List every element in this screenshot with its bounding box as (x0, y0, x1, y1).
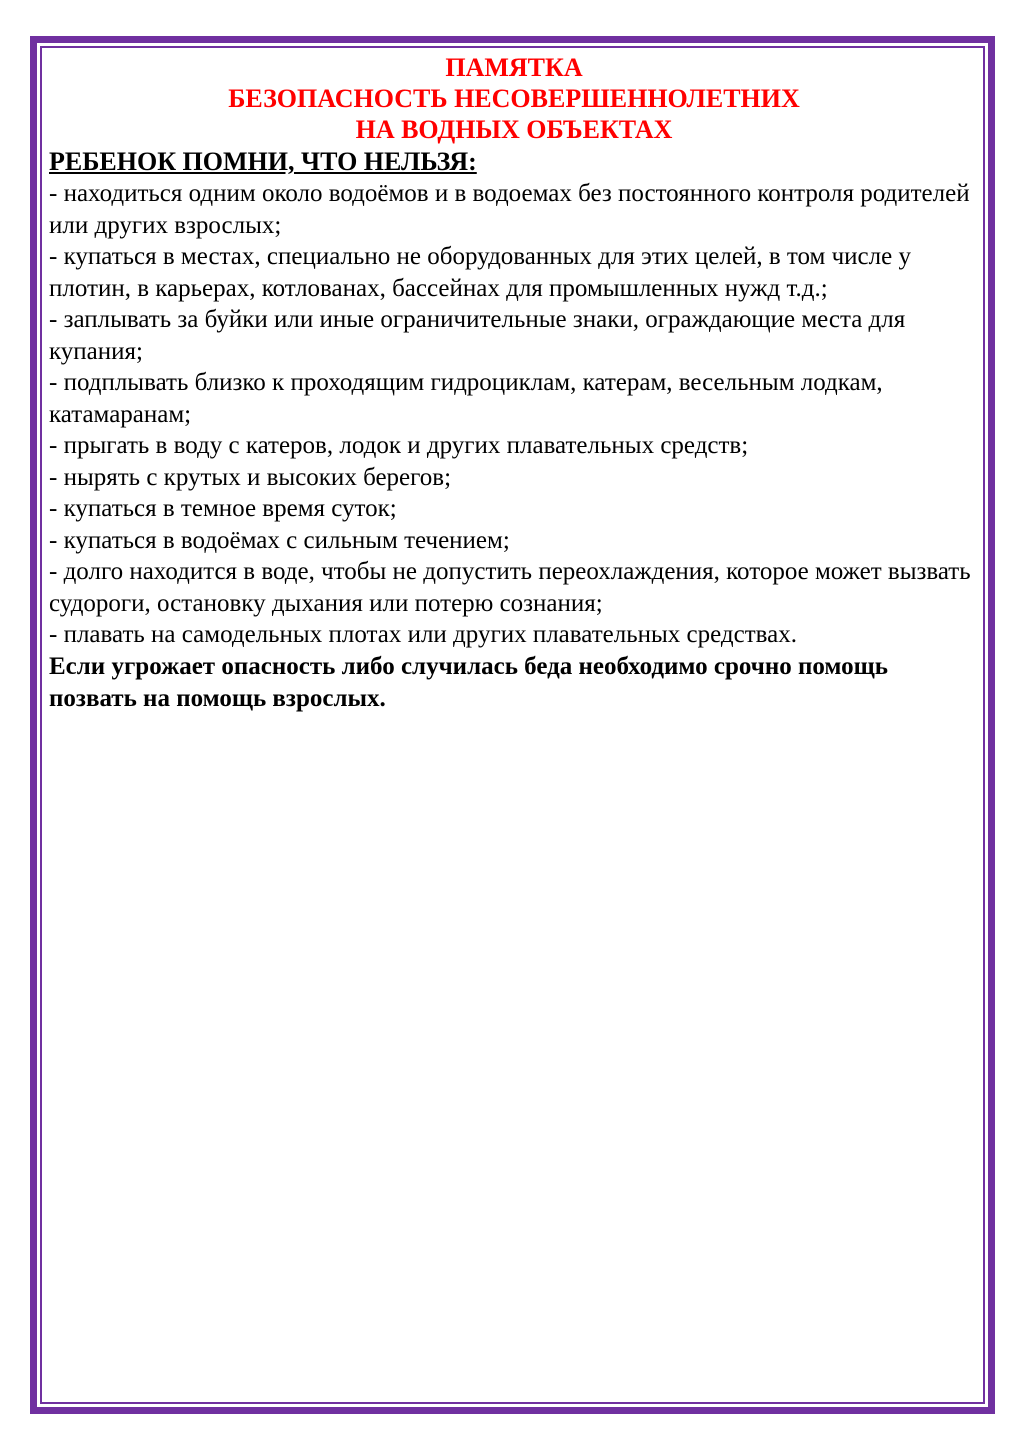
closing-advice: Если угрожает опасность либо случилась беда необходимо срочно помощь позвать на помощь взрослых. (49, 652, 888, 712)
rule-item-3: - заплывать за буйки или иные ограничительные знаки, ограждающие места для купания; (49, 306, 906, 365)
rule-item-10: - плавать на самодельных плотах или других плавательных средствах. (49, 621, 797, 648)
memo-content (49, 52, 979, 715)
memo-title: ПАМЯТКА (445, 53, 583, 82)
rule-item-6: - нырять с крутых и высоких берегов; (49, 463, 452, 491)
memo-heading-line-2: БЕЗОПАСНОСТЬ НЕСОВЕРШЕННОЛЕТНИХ (228, 84, 800, 113)
rule-item-9: - долго находится в воде, чтобы не допустить переохлаждения, которое может вызвать судороги, остановку дыхания или потерю сознания; (49, 558, 971, 617)
rule-item-2: - купаться в местах, специально не оборудованных для этих целей, в том числе у плотин, в карьерах, котлованах, бассейнах для промышленных нужд т.д.; (49, 243, 911, 302)
rules-heading: РЕБЕНОК ПОМНИ, ЧТО НЕЛЬЗЯ: (49, 147, 477, 176)
rule-item-4: - подплывать близко к проходящим гидроциклам, катерам, весельным лодкам, катамаранам; (49, 369, 883, 428)
rule-item-1: - находиться одним около водоёмов и в водоемах без постоянного контроля родителей или других взрослых; (49, 180, 970, 239)
rule-item-5: - прыгать в воду с катеров, лодок и других плавательных средств; (49, 432, 749, 459)
memo-heading-line-3: НА ВОДНЫХ ОБЪЕКТАХ (355, 115, 673, 144)
rule-item-7: - купаться в темное время суток; (49, 495, 397, 522)
rule-item-8: - купаться в водоёмах с сильным течением; (49, 526, 510, 554)
